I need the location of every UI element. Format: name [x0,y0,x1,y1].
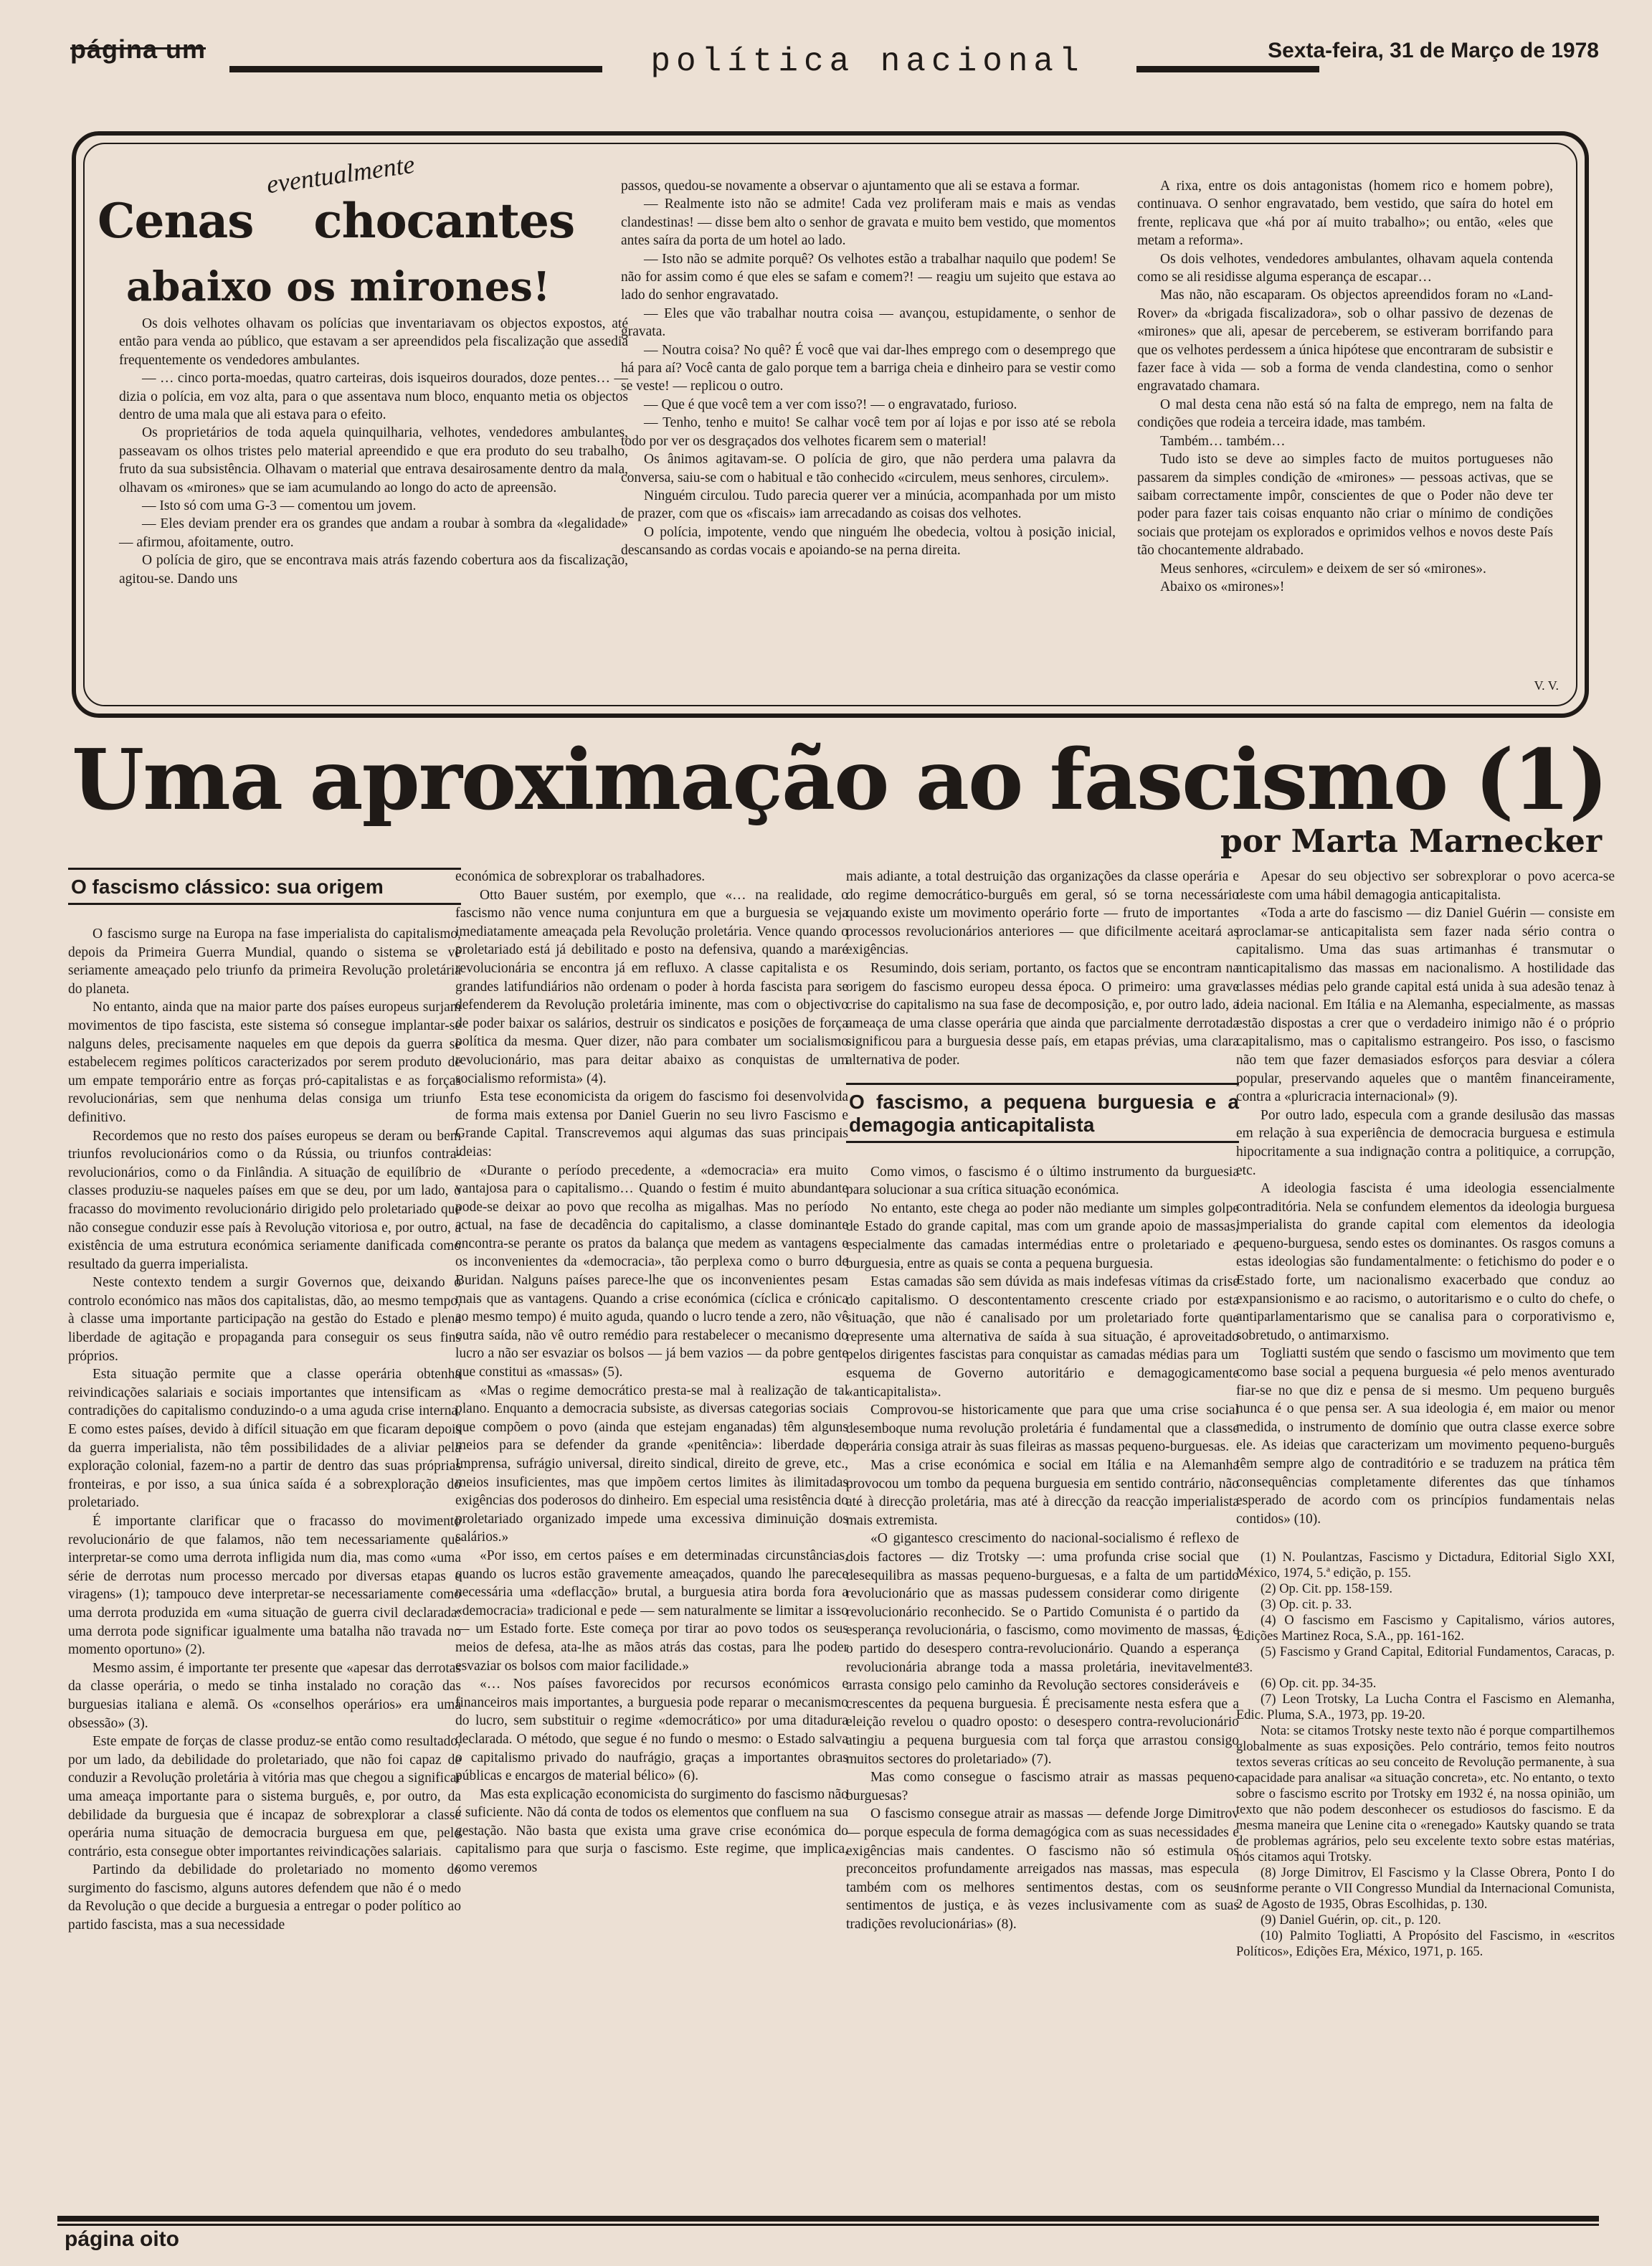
footnote: (9) Daniel Guérin, op. cit., p. 120. [1261,1913,1441,1928]
footnote: (6) Op. cit. pp. 34-35. [1261,1677,1377,1692]
paragraph: económica de sobrexplorar os trabalhadores. [455,869,706,884]
footnote: (2) Op. Cit. pp. 158-159. [1261,1582,1392,1597]
paragraph: A ideologia fascista é uma ideologia essencialmente contraditória. Nela se confundem elementos da ideologia burguesa imperialista do grande capital com elementos da ideologia pequeno-burguesa, sendo estes os dominantes. Os rasgos comuns a estas ideologias são fundamentalmente: o fetichismo do poder e o Estado forte, um nacionalismo exacerbado que conduz ao expansionismo e ao racismo, o autoritarismo e o culto do chefe, o antiparlamentarismo que se canalisa para o corporativismo e, sobretudo, o antimarxismo. [1236,1181,1615,1343]
paragraph: Também… também… [1160,433,1286,449]
paragraph: O polícia, impotente, vendo que ninguém lhe obedecia, voltou à posição inicial, descansando as cordas vocais e apoiando-se na perna direita. [621,524,1116,559]
paragraph: — … cinco porta-moedas, quatro carteiras, dois isqueiros dourados, doze pentes… — dizia o polícia, em voz alta, para o que assentava num bloco, enquanto metia os objectos dentro de uma mala que ali estava para o efeito. [119,371,628,423]
paragraph: Mas como consegue o fascismo atrair as massas pequeno-burguesas? [846,1770,1239,1803]
paragraph: Neste contexto tendem a surgir Governos que, deixando o controlo económico nas mãos dos capitalistas, dão, ao mesmo tempo, à classe uma importante participação na gestão do Estado e plena liberdade de agitação e propaganda para conseguir os seus fins próprios. [68,1275,461,1364]
footnote: (3) Op. cit. p. 33. [1261,1598,1352,1613]
paragraph: — Que é que você tem a ver com isso?! — o engravatado, furioso. [644,397,1017,412]
section-title: política nacional [650,43,1085,80]
subhead-origin: O fascismo clássico: sua origem [68,868,461,905]
article-column-3 [846,868,1239,1933]
footnote: (8) Jorge Dimitrov, El Fascismo y la Classe Obrera, Ponto I do informe perante o VII Congresso Mundial da Internacional Comunista, 2 de Agosto de 1935, Obras Escolhidas, p. 130. [1236,1866,1615,1912]
paragraph: Abaixo os «mirones»! [1160,579,1285,594]
paragraph: mais adiante, a total destruição das organizações da classe operária e do regime democrático-burguês em geral, só se torna necessário quando existe um movimento operário forte — fruto de importantes processos revolucionários anteriores — que dificilmente aceitará as exigências. [846,869,1239,958]
paragraph: «Toda a arte do fascismo — diz Daniel Guérin — consiste em proclamar-se anticapitalista sem fazer nada sério contra o capitalismo. Uma das suas artimanhas é transmutar o anticapitalismo das massas em nacionalismo. A hostilidade das classes médias pelo grande capital está unida à sua adesão tenaz à ideia nacional. Em Itália e na Alemanha, especialmente, as massas estão dispostas a crer que o verdadeiro inimigo não é o próprio capitalismo, mas o capitalismo estrangeiro. Pos isso, o fascismo não tem que fazer demasiados esforços para desviar a cólera popular, preservando aqueles que o mantêm financeiramente, contra a «pluricracia internacional» (9). [1236,906,1615,1105]
paragraph: Partindo da debilidade do proletariado no momento do surgimento do fascismo, alguns autores defendem que não é o medo da Revolução o que decide a burguesia a entregar o poder político ao partido fascista, mas a sua necessidade [68,1862,461,1933]
paragraph: — Realmente isto não se admite! Cada vez proliferam mais e mais as vendas clandestinas! — disse bem alto o senhor de gravata e muito bem vestido, que momentos antes saíra da porta de um hotel ao lado. [621,196,1116,249]
paragraph: Por outro lado, especula com a grande desilusão das massas em relação à sua experiência de democracia burguesa e estimula hipocritamente a sua indignação contra a politiquice, a corrupção, etc. [1236,1107,1615,1178]
page-header [65,29,1599,79]
paragraph: A rixa, entre os dois antagonistas (homem rico e homem pobre), continuava. O senhor engravatado, bem vestido, que saíra do hotel em frente, replicava que «há por aí muito trabalho»; ou então, «eles que metam a reforma». [1137,179,1553,249]
header-rule-left [229,66,602,72]
paragraph: Mesmo assim, é importante ter presente que «apesar das derrotas da classe operária, o medo se tinha instalado no coração das burguesias italiana e alemã. Os «conselhos operários» era uma obsessão» (3). [68,1660,461,1731]
box-title-right: chocantes [313,193,575,249]
paragraph: Mas a crise económica e social em Itália e na Alemanha provocou um tombo da pequena burguesia em sentido contrário, não até à direcção proletária, mas até à direcção da reacção imperialista mais extremista. [846,1458,1239,1528]
paragraph: Os dois velhotes olhavam os polícias que inventariavam os objectos expostos, até então para venda ao público, que estavam a ser apreendidos pela fiscalização que assedia frequentemente os vendedores ambulantes. [119,316,628,368]
paragraph: Mas não, não escaparam. Os objectos apreendidos foram no «Land-Rover» da «brigada fiscalizadora», sob o olhar passivo de dezenas de «mirones» que ali, apesar de perceberem, se estiveram borrifando para que os velhotes perdessem a única hipótese que encontraram de subsistir e fazer face à vida — sob a forma de venda clandestina, como o senhor engravatado chamara. [1137,288,1553,394]
box-signature: V. V. [1534,678,1559,693]
paragraph: Estas camadas são sem dúvida as mais indefesas vítimas da crise do capitalismo. O descontentamento crescente criado por esta situação, que não é canalisado por um proletariado forte que represente uma alternativa de saída à sua situação, é aproveitado pelos dirigentes fascistas para conquistar as camadas médias para um esquema de Governo autoritário e demagogicamente «anticapitalista». [846,1274,1239,1400]
paragraph: No entanto, este chega ao poder não mediante um simples golpe de Estado do grande capital, mas com um grande apoio de massas, especialmente das camadas intermédias entre o proletariado e a burguesia, entre as quais se conta a pequena burguesia. [846,1200,1239,1271]
paragraph: O fascismo surge na Europa na fase imperialista do capitalismo, depois da Primeira Guerra Mundial, quando o sistema se vê seriamente ameaçado pelo triunfo da primeira Revolução proletária do planeta. [68,926,461,997]
paragraph: Este empate de forças de classe produz-se então como resultado, por um lado, da debilidade do proletariado, que não foi capaz de conduzir a Revolução proletária à vitória mas que chegou a significar uma ameaça importante para o sistema burguês, e, por outro, da debilidade da burguesia que é incapaz de sobrexplorar a classe operária numa situação de democracia burguesa em que, pelo contrário, esta consegue obter importantes reivindicações salariais. [68,1734,461,1859]
paragraph: Comprovou-se historicamente que para que uma crise social desemboque numa revolução proletária é fundamental que a classe operária consiga atrair às suas fileiras as massas pequeno-burguesas. [846,1403,1239,1455]
box-subtitle: abaixo os mirones! [126,263,551,310]
paragraph: «Durante o período precedente, a «democracia» era muito vantajosa para o capitalismo… Quando o festim é muito abundante pode-se deixar ao povo que recolha as migalhas. Mas no período actual, na fase de decadência do capitalismo, a classe dominante encontra-se perante os pratos da balança que medem as vantagens e os inconvenientes da «democracia», tão perplexa como o burro de Buridan. Nalguns países parece-lhe que os inconvenientes pesam mais que as vantagens. Quando a crise económica (cíclica e crónica ao mesmo tempo) é muito aguda, quando o lucro tende a zero, não vê outra saída, não vê outro remédio para restabelecer o mecanismo do lucro a não ser esvaziar os bolsos — já bem vazios — da pobre gente que constitui as «massas» (5). [455,1162,848,1380]
publication-name: página um [70,34,206,64]
article-column-2 [455,868,848,1877]
paragraph: Togliatti sustém que sendo o fascismo um movimento que tem como base social a pequena burguesia «é pelo menos aventurado fiar-se no que diz e pensa de si mesmo. Um pequeno burguês nunca é o que pensa ser. A sua ideologia é, em maior ou menor medida, o instrumento de domínio que outra classe exerce sobre ele. As ideias que caracterizam um movimento pequeno-burguês têm sempre algo de contraditório e se traduzem na prática têm consequências completamente diferentes das que tínhamos esperado de acordo com os princípios fundamentais nelas contidos» (10). [1236,1346,1615,1527]
paragraph: Ninguém circulou. Tudo parecia querer ver a minúcia, acompanhada por um misto de prazer, com que os «fiscais» iam arrecadando as coisas dos velhotes. [621,488,1116,522]
paragraph: Otto Bauer sustém, por exemplo, que «… na realidade, o fascismo não vence numa conjuntura em que a burguesia se veja imediatamente ameaçada pela Revolução proletária. Vence quando o proletariado está já debilitado e posto na defensiva, quando a maré revolucionária se encontra já em refluxo. A classe capitalista e os grandes latifundiários não ordenam o poder à horda fascista para se defenderem da Revolução proletária iminente, mas com o objectivo de poder baixar os salários, destruir os sindicatos e posições de força política da mesma. Quer dizer, não para combater um socialismo revolucionário, mas para deitar abaixo as conquistas de um socialismo reformista» (4). [455,887,848,1086]
paragraph: — Tenho, tenho e muito! Se calhar você tem por aí lojas e por isso até se rebola todo por ver os desgraçados dos velhotes ficarem sem o material! [621,415,1116,449]
footnote: (4) O fascismo em Fascismo y Capitalismo, vários autores, Edições Martinez Roca, S.A., pp. 161-162. [1236,1613,1615,1644]
box-kicker: eventualmente [265,149,417,199]
issue-date: Sexta-feira, 31 de Março de 1978 [1268,39,1599,62]
article-column-4 [1236,868,1615,1960]
paragraph: Os proprietários de toda aquela quinquilharia, velhotes, vendedores ambulantes, passeavam os olhos tristes pelo material apreendido e que era produto do seu trabalho, fruto da sua subsistência. Olhavam o material que entrava desairosamente dentro da mala, olhavam os «mirones» que se iam acumulando ao longo do acto de apreensão. [119,425,628,496]
box-title [98,193,574,249]
header-rule-right [1136,66,1319,72]
footnote: (5) Fascismo y Grand Capital, Editorial Fundamentos, Caracas, p. 33. [1236,1645,1615,1676]
paragraph: Os ânimos agitavam-se. O polícia de giro, que não perdera uma palavra da conversa, saiu-se com o habitual e tão conhecido «circulem, meus senhores, circulem». [621,452,1116,485]
paragraph: Como vimos, o fascismo é o último instrumento da burguesia para solucionar a sua crítica situação económica. [846,1164,1239,1198]
paragraph: — Isto não se admite porquê? Os velhotes estão a trabalhar naquilo que podem! Se não for assim como é que eles se safam e comem?! — reagiu um sujeito que estava ao lado do senhor engravatado. [621,251,1116,303]
paragraph: — Isto só com uma G-3 — comentou um jovem. [142,498,417,514]
subhead-petty-bourgeoisie: O fascismo, a pequena burguesia e a demagogia anticapitalista [846,1083,1239,1143]
paragraph: Recordemos que no resto dos países europeus se deram ou bem triunfos revolucionários como o da Rússia, ou triunfos contra-revolucionários, como o da Finlândia. A situação de equilíbrio de classes produziu-se naqueles países em que se deu, por um lado, o fracasso do movimento revolucionário dirigido pelo proletariado que não consegue conduzir esse país à Revolução vitoriosa e, por outro, a existência de uma estrutura económica seriamente danificada como resultado da guerra imperialista. [68,1128,461,1272]
paragraph: Mas esta explicação economicista do surgimento do fascismo não é suficiente. Não dá conta de todos os elementos que confluem na sua gestação. Não basta que exista uma grave crise económica do capitalismo para que surja o fascismo. Este regime, que implica, como veremos [455,1786,848,1876]
paragraph: Esta tese economicista da origem do fascismo foi desenvolvida de forma mais extensa por Daniel Guerin no seu livro Fascismo e Grande Capital. Transcrevemos aqui algumas das suas principais ideias: [455,1089,848,1160]
article-headline: Uma aproximação ao fascismo (1) [72,731,1608,829]
paragraph: «… Nos países favorecidos por recursos económicos e financeiros mais importantes, a burguesia pode reparar o mecanismo do lucro, sem substituir o regime «democrático» por uma ditadura declarada. O método, que segue é no fundo o mesmo: o Estado salva o capitalismo privado do naufrágio, graças a importantes obras públicas e encargos de material bélico» (6). [455,1677,848,1784]
box-title-left: Cenas [98,193,254,249]
article-byline: por Marta Marnecker [1220,823,1602,860]
paragraph: Tudo isto se deve ao simples facto de muitos portugueses não passarem da simples condição de «mirones» — pessoas activas, que se saibam correctamente impôr, conscientes de que o Poder não deve ter poder para fazer tais coisas enquanto não criar o mínimo de condições sociais que protejam os explorados e oprimidos velhos e novos deste País tão chocantemente aldrabado. [1137,452,1553,559]
paragraph: No entanto, ainda que na maior parte dos países europeus surjam movimentos de tipo fascista, este sistema só consegue implantar-se nalguns deles, precisamente naqueles em que depois da guerra se estabelecem regimes políticos caracterizados por serem produto de um empate temporário entre as forças pró-capitalistas e as forças revolucionárias, sem que nenhuma delas consiga um triunfo definitivo. [68,1000,461,1125]
page-number: página oito [65,2227,179,2251]
box-column-1 [119,315,628,588]
footnote: (7) Leon Trotsky, La Lucha Contra el Fascismo en Alemanha, Edic. Pluma, S.A., 1973, pp. 19-20. [1236,1692,1615,1723]
footnote: (10) Palmito Togliatti, A Propósito del Fascismo, in «escritos Políticos», Edições Era, México, 1971, p. 165. [1236,1929,1615,1960]
box-column-3 [1137,177,1553,596]
article-column-1 [68,868,461,1935]
paragraph: O fascismo consegue atrair as massas — defende Jorge Dimitrov — porque especula de forma demagógica com as suas necessidades e exigências mais candentes. O fascismo não só estimula os preconceitos profundamente arreigados nas massas, mas especula também com os melhores sentimentos destas, com os seus sentimentos de justiça, e às vezes inclusivamente com as suas tradições revolucionárias» (8). [846,1806,1239,1932]
cenas-chocantes-box [72,131,1589,718]
paragraph: Apesar do seu objectivo ser sobrexplorar o povo acerca-se deste com uma hábil demagogia anticapitalista. [1236,869,1615,903]
footnote: Nota: se citamos Trotsky neste texto não é porque compartilhemos globalmente as suas exposições. Pelo contrário, temos feito noutros textos severas críticas ao seu conceito de Revolução permanente, à sua capacidade para analisar «a situação concreta», etc. No entanto, o texto sobre o fascismo escrito por Trotsky em 1932 é, na nossa opinião, um texto que não podem desconhecer os estudiosos do fascismo. E da mesma maneira que Lenine cita o «renegado» Kautsky quando se trata de problemas agrários, pelo seu excelente texto sobre estas matérias, nós citamos aqui Trotsky. [1236,1724,1615,1865]
footnote: (1) N. Poulantzas, Fascismo y Dictadura, Editorial Siglo XXI, México, 1974, 5.ª edição, p. 155. [1236,1550,1615,1581]
paragraph: «Mas o regime democrático presta-se mal à realização de tal plano. Enquanto a democracia subsiste, as diversas categorias sociais que compõem o povo (ainda que estejam enganadas) têm alguns meios para se defender da grande «penitência»: liberdade de Imprensa, sufrágio universal, direito sindical, direito de greve, etc., meios insuficientes, mas que impõem certos limites às ilimitadas exigências dos poderosos do dinheiro. Em especial uma resistência do proletariado organizado impede uma excessiva diminuição dos salários.» [455,1383,848,1545]
paragraph: O mal desta cena não está só na falta de emprego, nem na falta de condições que rodeia a terceira idade, mas também. [1137,397,1553,431]
footer-rule-thin [57,2224,1599,2226]
paragraph: Resumindo, dois seriam, portanto, os factos que se encontram na origem do fascismo europeu dessa época. O primeiro: uma grave crise do capitalismo na sua fase de decomposição, e, por outro lado, a ameaça de uma classe operária que ainda que parcialmente derrotada significou para a burguesia desse país, em etapas prévias, uma clara alternativa de poder. [846,960,1239,1068]
paragraph: «Por isso, em certos países e em determinadas circunstâncias, quando os lucros estão gravemente ameaçados, quando lhe parece necessária uma «deflacção» brutal, a burguesia atira borda fora a «democracia» tradicional e pede — sem naturalmente se limitar a isso — um Estado forte. Este começa por tirar ao povo todos os seus meios de defesa, ata-lhe as mãos atrás das costas, para lhe poder esvaziar os bolsos com maior facilidade.» [455,1547,848,1674]
paragraph: — Eles deviam prender era os grandes que andam a roubar à sombra da «legalidade» — afirmou, afoitamente, outro. [119,516,628,550]
paragraph: O polícia de giro, que se encontrava mais atrás fazendo cobertura aos da fiscalização, agitou-se. Dando uns [119,553,628,587]
paragraph: Meus senhores, «circulem» e deixem de ser só «mirones». [1160,561,1486,577]
footnotes [1236,1550,1615,1960]
box-column-2 [621,177,1116,560]
paragraph: Os dois velhotes, vendedores ambulantes, olhavam aquela contenda como se ali residisse alguma esperança de escapar… [1137,251,1553,285]
paragraph: É importante clarificar que o fracasso do movimento revolucionário de que falamos, não tem necessariamente que interpretar-se como uma derrota infligida num dia, mas como «uma série de derrotas num processo mercado por diversas etapas e viragens» (1); tampouco deve interpretar-se necessariamente como uma derrota produzida em «uma situação de guerra civil declarada: uma derrota pode significar igualmente uma batalha não travada no momento oportuno» (2). [68,1514,461,1658]
paragraph: «O gigantesco crescimento do nacional-socialismo é reflexo de dois factores — diz Trotsky —: uma profunda crise social que desequilibra as massas pequeno-burguesas, e a falta de um partido revolucionário que as massas pudessem considerar como dirigente revolucionário reconhecido. Se o Partido Comunista é o partido da esperança revolucionária, o fascismo, como movimento de massas, é o partido do desespero contra-revolucionário. Quando a esperança revolucionária abrange toda a massa proletária, inevitavelmente arrasta consigo pelo caminho da Revolução sectores consideráveis e crescentes da pequena burguesia. É precisamente nesta esfera que a eleição revelou o quadro oposto: o desespero contra-revolucionário atingiu a pequena burguesia com tal força que arrastou consigo muitos sectores do proletariado» (7). [846,1531,1239,1767]
footer-rule [57,2216,1599,2222]
paragraph: — Noutra coisa? No quê? É você que vai dar-lhes emprego com o desemprego que há para aí? Você canta de galo porque tem a barriga cheia e dinheiro para se vestir como se veste! — replicou o outro. [621,342,1116,394]
paragraph: Esta situação permite que a classe operária obtenha reivindicações salariais e sociais importantes que intensificam as contradições do capitalismo conduzindo-o a uma aguda crise interna. E como estes países, devido à difícil situação em que ficaram depois da guerra imperialista, não têm possibilidades de a aliviar pela exploração colonial, fazem-no a partir de dentro das suas próprias fronteiras, e por isso, a sua única saída é a sobrexploração do proletariado. [68,1367,461,1511]
paragraph: — Eles que vão trabalhar noutra coisa — avançou, estupidamente, o senhor de gravata. [621,305,1116,340]
paragraph: passos, quedou-se novamente a observar o ajuntamento que ali se estava a formar. [621,179,1081,194]
